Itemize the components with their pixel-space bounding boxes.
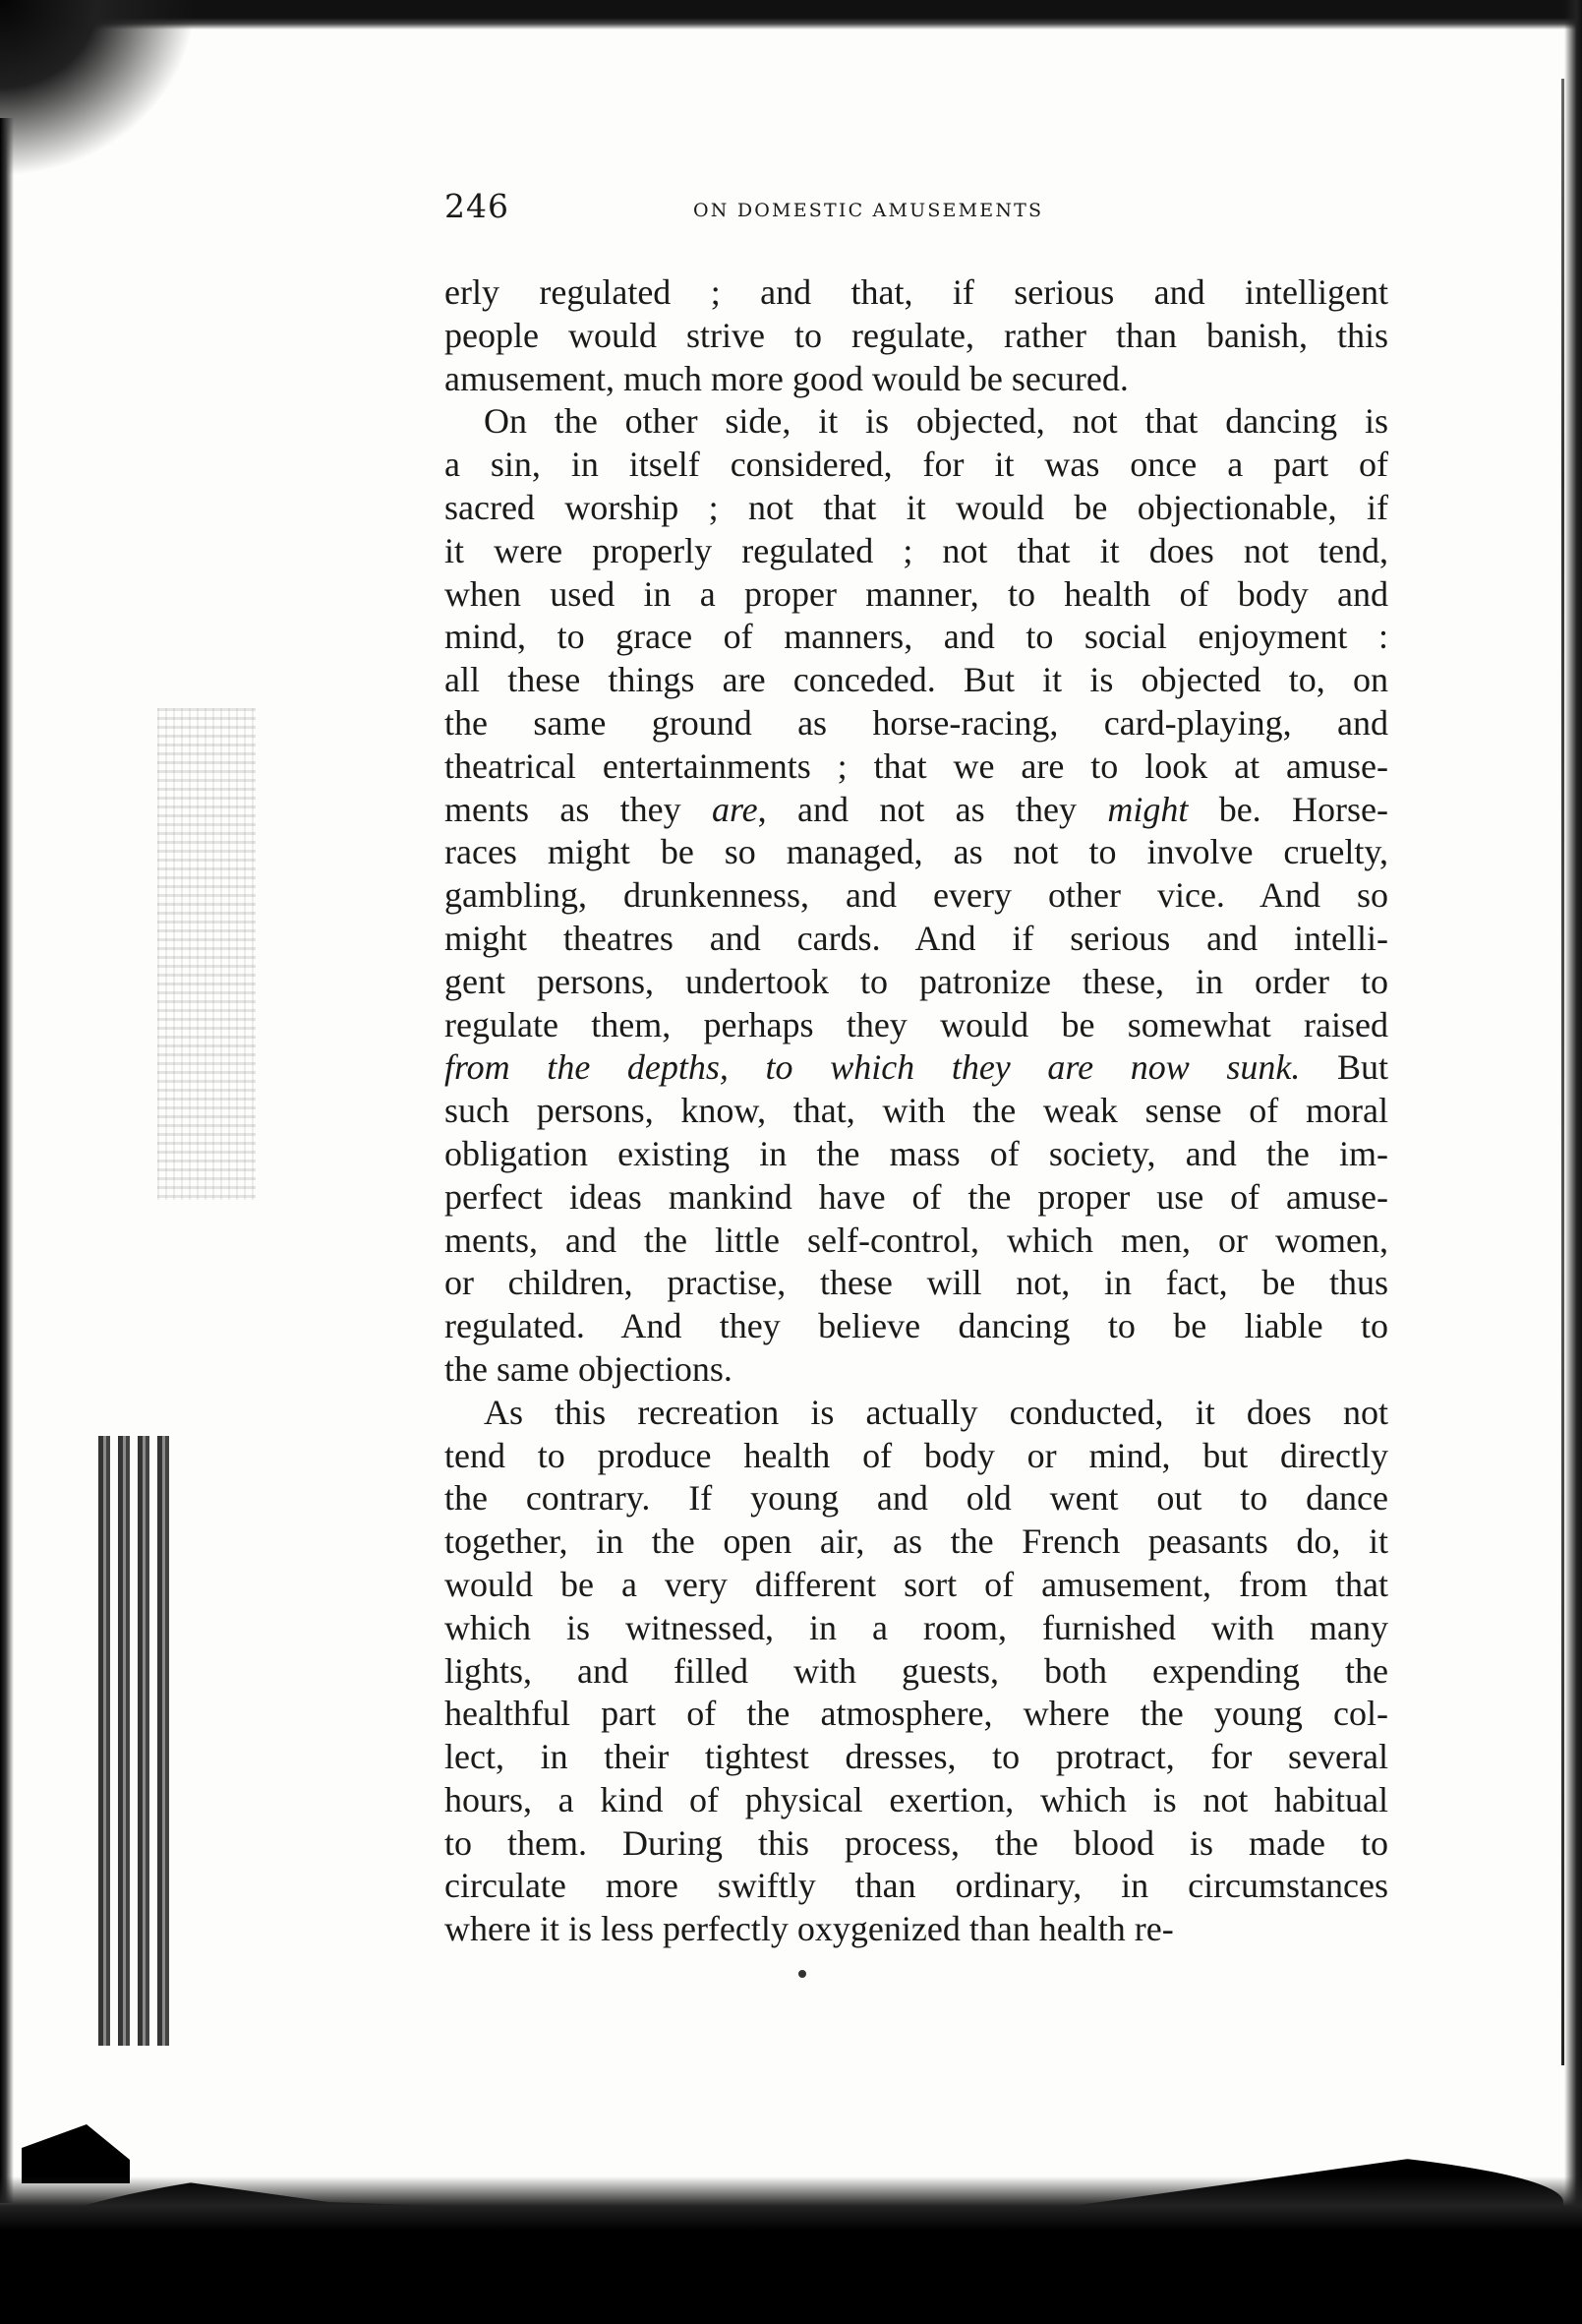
text-line: might theatres and cards. And if serious and intelli- (444, 918, 1388, 958)
text-line: where it is less perfectly oxygenized than health re- (444, 1909, 1174, 1949)
text-line: lect, in their tightest dresses, to protract, for several (444, 1737, 1388, 1777)
text-line: or children, practise, these will not, in fact, be thus (444, 1263, 1388, 1303)
text-line: which is witnessed, in a room, furnished with many (444, 1607, 1388, 1647)
text-line: theatrical entertainments ; that we are to look at amuse- (444, 745, 1388, 786)
text-line: all these things are conceded. But it is objected to, on (444, 660, 1388, 700)
text-line: mind, to grace of manners, and to social enjoyment : (444, 617, 1388, 657)
ink-showthrough (157, 708, 256, 1200)
text-line: perfect ideas mankind have of the proper use of amuse- (444, 1176, 1388, 1217)
page-edge-line (1561, 79, 1564, 2065)
text-line: On the other side, it is objected, not that dancing is (484, 401, 1388, 442)
text-line: people would strive to regulate, rather than banish, this (444, 315, 1388, 355)
text-line: the same ground as horse-racing, card-playing, and (444, 702, 1388, 743)
text-line: to them. During this process, the blood is made to (444, 1822, 1388, 1863)
text-line: ments, and the little self-control, which men, or women, (444, 1220, 1388, 1260)
running-title: ON DOMESTIC AMUSEMENTS (693, 200, 1044, 221)
body-text (444, 271, 1388, 1951)
text-line: gent persons, undertook to patronize these, in order to (444, 961, 1388, 1001)
text-line: such persons, know, that, with the weak sense of moral (444, 1091, 1388, 1131)
text-line: sacred worship ; not that it would be objectionable, if (444, 487, 1388, 527)
scan-shadow-corner (0, 0, 197, 177)
text-line: the contrary. If young and old went out to dance (444, 1478, 1388, 1519)
text-line: races might be so managed, as not to involve cruelty, (444, 832, 1388, 872)
binding-shadow (98, 1436, 177, 2046)
scan-border-bottom (0, 2176, 1582, 2324)
text-line: from the depths, to which they are now sunk. But (444, 1047, 1389, 1088)
printer-mark (798, 1970, 806, 1978)
text-line: circulate more swiftly than ordinary, in circumstances (444, 1866, 1388, 1906)
text-line: amusement, much more good would be secured. (444, 358, 1129, 398)
paragraph (444, 271, 1388, 400)
text-line: when used in a proper manner, to health of body and (444, 573, 1388, 614)
scan-border-top (39, 0, 1582, 30)
text-line: a sin, in itself considered, for it was once a part of (444, 445, 1388, 485)
text-line: gambling, drunkenness, and every other vice. And so (444, 875, 1388, 916)
paragraph (444, 400, 1388, 1391)
page-content (444, 187, 1388, 1951)
text-line: ments as they are, and not as they might be. Horse- (444, 789, 1388, 829)
text-line: regulated. And they believe dancing to be liable to (444, 1306, 1388, 1346)
text-line: As this recreation is actually conducted, it does not (484, 1392, 1388, 1432)
text-line: hours, a kind of physical exertion, which is not habitual (444, 1779, 1388, 1819)
text-line: the same objections. (444, 1348, 732, 1389)
text-line: regulate them, perhaps they would be somewhat raised (444, 1004, 1388, 1044)
scan-border-right (1564, 0, 1582, 2324)
binding-corner (22, 2124, 130, 2183)
running-head (444, 187, 1388, 236)
paragraph (444, 1392, 1388, 1951)
text-line: would be a very different sort of amusement, from that (444, 1564, 1388, 1604)
text-line: obligation existing in the mass of society, and the im- (444, 1133, 1388, 1173)
text-line: it were properly regulated ; not that it does not tend, (444, 530, 1388, 570)
text-line: lights, and filled with guests, both expending the (444, 1650, 1388, 1691)
text-line: erly regulated ; and that, if serious and intelligent (444, 272, 1388, 312)
scan-border-left (0, 118, 14, 2203)
page-number: 246 (444, 187, 509, 225)
text-line: together, in the open air, as the French peasants do, it (444, 1521, 1388, 1562)
text-line: tend to produce health of body or mind, but directly (444, 1435, 1388, 1475)
text-line: healthful part of the atmosphere, where the young col- (444, 1694, 1388, 1734)
